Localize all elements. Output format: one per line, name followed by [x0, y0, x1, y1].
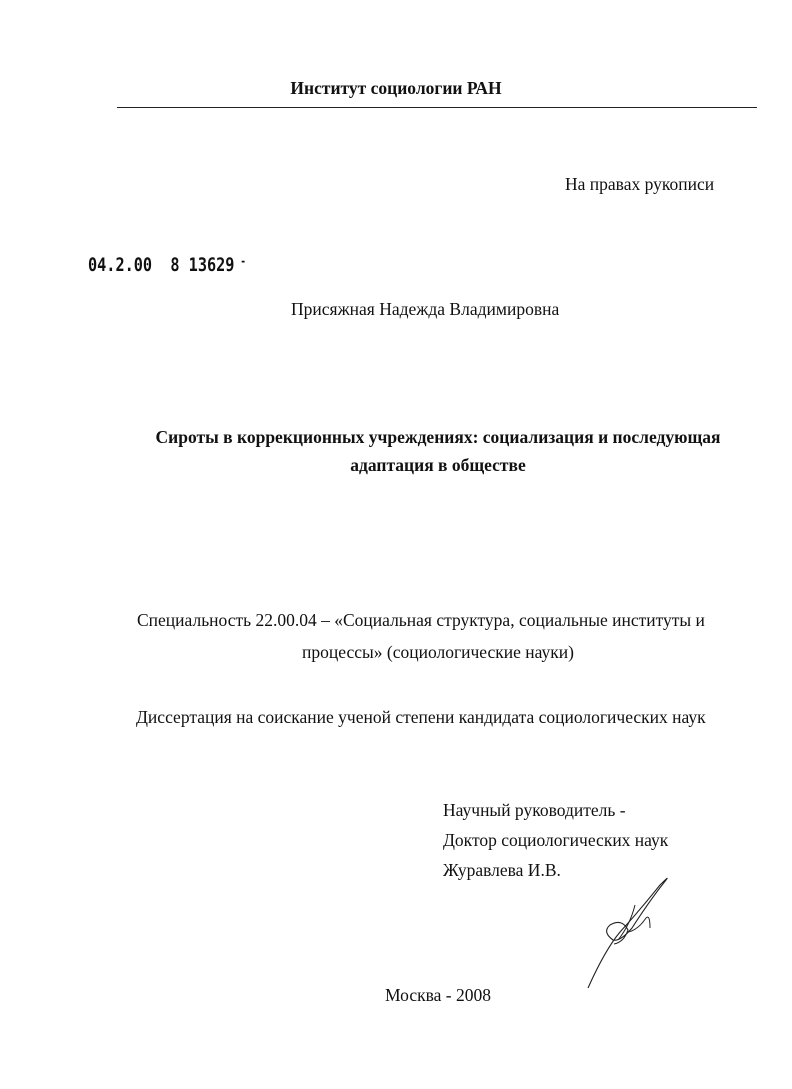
stamp-number: 8 13629	[170, 254, 235, 276]
author-name: Присяжная Надежда Владимировна	[291, 299, 560, 319]
signature	[580, 870, 680, 995]
dissertation-statement: Диссертация на соискание ученой степени кандидата социологических наук	[136, 707, 706, 727]
specialty-line-2: процессы» (социологические науки)	[302, 642, 574, 662]
header-divider	[117, 107, 757, 108]
supervisor-degree: Доктор социологических наук	[443, 830, 669, 850]
stamp-date: 04.2.00	[88, 254, 153, 276]
specialty-line-1: Специальность 22.00.04 – «Социальная структура, социальные институты и	[137, 610, 705, 630]
registration-stamp: 04.2.00 8 13629 -	[88, 254, 246, 276]
thesis-title-line-1: Сироты в коррекционных учреждениях: социализация и последующая	[155, 427, 721, 447]
city-year: Москва - 2008	[385, 985, 491, 1005]
rights-notice: На правах рукописи	[565, 174, 715, 194]
supervisor-name: Журавлева И.В.	[443, 860, 561, 880]
supervisor-label: Научный руководитель -	[443, 800, 626, 820]
institute-name: Институт социологии РАН	[290, 78, 502, 98]
thesis-title-line-2: адаптация в обществе	[350, 455, 526, 475]
